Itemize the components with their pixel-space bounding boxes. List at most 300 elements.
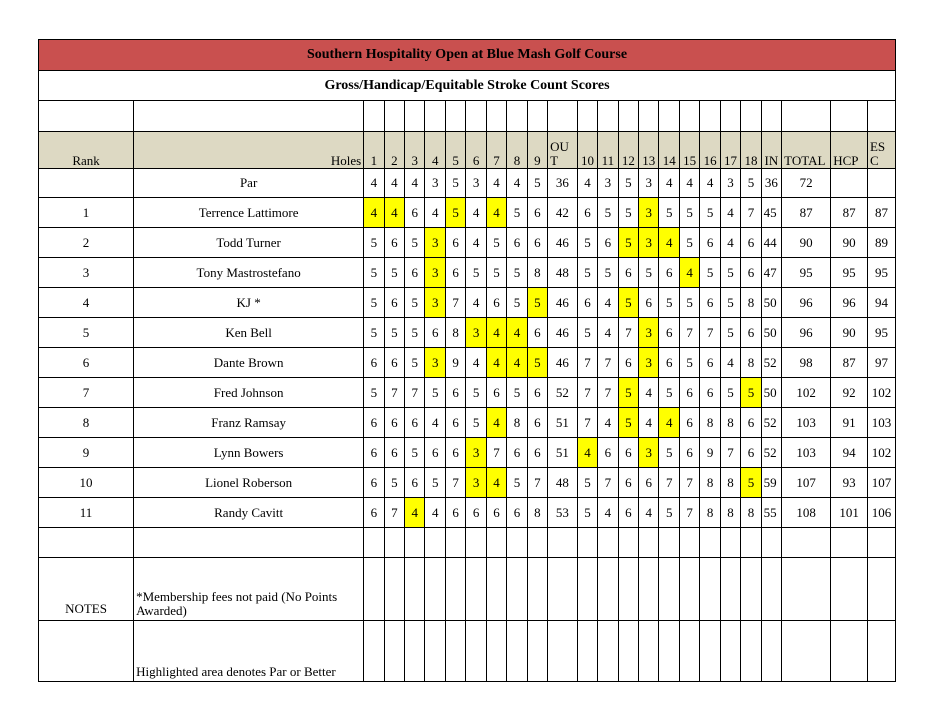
score-cell: 93 — [831, 468, 868, 498]
score-cell: 5 — [577, 228, 597, 258]
blank-cell — [679, 101, 699, 132]
blank-cell — [782, 621, 831, 682]
blank-cell — [831, 528, 868, 558]
score-cell: 50 — [761, 288, 781, 318]
score-cell: 87 — [831, 198, 868, 228]
score-cell: 6 — [679, 438, 699, 468]
score-cell: 6 — [700, 378, 720, 408]
score-cell: 6 — [618, 498, 638, 528]
par-value: 36 — [761, 169, 781, 198]
score-cell: 59 — [761, 468, 781, 498]
blank-cell — [679, 621, 699, 682]
score-cell: 7 — [679, 318, 699, 348]
score-cell: 5 — [639, 258, 659, 288]
blank-cell — [364, 528, 384, 558]
score-cell: 4 — [639, 408, 659, 438]
score-cell: 7 — [618, 318, 638, 348]
score-cell: 4 — [720, 348, 740, 378]
blank-cell — [466, 101, 486, 132]
blank-cell — [507, 621, 527, 682]
blank-cell — [405, 528, 425, 558]
score-cell: 5 — [425, 378, 445, 408]
blank-cell — [659, 528, 679, 558]
score-cell: 96 — [782, 318, 831, 348]
score-cell: 5 — [384, 258, 404, 288]
score-cell: 52 — [761, 348, 781, 378]
score-cell: 4 — [364, 198, 384, 228]
score-cell: 6 — [618, 348, 638, 378]
score-cell: 5 — [405, 438, 425, 468]
score-cell: 6 — [527, 378, 547, 408]
score-cell: 7 — [598, 468, 618, 498]
par-value: 3 — [720, 169, 740, 198]
par-value: 4 — [577, 169, 597, 198]
score-cell: 7 — [679, 498, 699, 528]
blank-cell — [527, 528, 547, 558]
score-cell: 7 — [384, 498, 404, 528]
score-cell: 8 — [527, 258, 547, 288]
par-value: 4 — [405, 169, 425, 198]
score-cell: 8 — [741, 288, 761, 318]
score-cell: 3 — [639, 438, 659, 468]
score-cell: 6 — [527, 318, 547, 348]
score-cell: 6 — [741, 438, 761, 468]
score-cell: 4 — [507, 318, 527, 348]
score-cell: 3 — [425, 258, 445, 288]
score-cell: 102 — [867, 438, 895, 468]
score-cell: 5 — [720, 318, 740, 348]
hole-header: 14 — [659, 132, 679, 169]
blank-cell — [384, 528, 404, 558]
blank-cell — [486, 558, 506, 621]
blank-cell — [364, 558, 384, 621]
score-cell: 8 — [527, 498, 547, 528]
score-cell: 5 — [618, 228, 638, 258]
player-rank: 8 — [39, 408, 134, 438]
score-cell: 4 — [486, 318, 506, 348]
score-cell: 87 — [782, 198, 831, 228]
player-name: Randy Cavitt — [134, 498, 364, 528]
score-cell: 4 — [486, 468, 506, 498]
blank-cell — [761, 101, 781, 132]
par-empty-cell — [39, 169, 134, 198]
score-cell: 3 — [425, 288, 445, 318]
score-cell: 5 — [527, 348, 547, 378]
par-row — [39, 169, 896, 198]
header-row — [39, 132, 896, 169]
par-value: 3 — [466, 169, 486, 198]
blank-cell — [720, 528, 740, 558]
score-cell: 92 — [831, 378, 868, 408]
score-cell: 5 — [720, 288, 740, 318]
blank-cell — [831, 621, 868, 682]
score-cell: 48 — [548, 258, 578, 288]
page-title: Southern Hospitality Open at Blue Mash Golf Course — [39, 40, 896, 71]
score-cell: 101 — [831, 498, 868, 528]
blank-cell — [598, 101, 618, 132]
score-cell: 3 — [466, 438, 486, 468]
score-cell: 95 — [782, 258, 831, 288]
score-cell: 107 — [782, 468, 831, 498]
score-cell: 8 — [741, 348, 761, 378]
player-name: Tony Mastrostefano — [134, 258, 364, 288]
blank-cell — [659, 621, 679, 682]
score-cell: 108 — [782, 498, 831, 528]
score-cell: 5 — [466, 408, 486, 438]
par-value: 72 — [782, 169, 831, 198]
score-cell: 95 — [867, 258, 895, 288]
blank-cell — [486, 528, 506, 558]
score-cell: 9 — [445, 348, 465, 378]
blank-cell — [700, 101, 720, 132]
score-cell: 90 — [831, 228, 868, 258]
par-value: 4 — [507, 169, 527, 198]
score-cell: 4 — [598, 318, 618, 348]
score-cell: 6 — [384, 288, 404, 318]
score-cell: 4 — [577, 438, 597, 468]
score-cell: 5 — [507, 288, 527, 318]
score-cell: 5 — [679, 288, 699, 318]
player-rank: 7 — [39, 378, 134, 408]
player-row — [39, 498, 896, 528]
score-cell: 6 — [466, 498, 486, 528]
score-cell: 6 — [679, 378, 699, 408]
blank-cell — [577, 528, 597, 558]
score-cell: 3 — [639, 348, 659, 378]
score-cell: 87 — [831, 348, 868, 378]
score-cell: 5 — [618, 288, 638, 318]
score-cell: 5 — [679, 198, 699, 228]
score-cell: 7 — [598, 378, 618, 408]
score-cell: 6 — [700, 348, 720, 378]
blank-cell — [598, 558, 618, 621]
blank-cell — [466, 621, 486, 682]
score-cell: 6 — [527, 198, 547, 228]
score-cell: 53 — [548, 498, 578, 528]
blank-cell — [700, 528, 720, 558]
score-cell: 6 — [425, 318, 445, 348]
blank-cell — [598, 621, 618, 682]
hole-header: 9 — [527, 132, 547, 169]
hole-header: 6 — [466, 132, 486, 169]
score-cell: 7 — [741, 198, 761, 228]
score-cell: 7 — [659, 468, 679, 498]
score-cell: 5 — [507, 468, 527, 498]
hole-header: 1 — [364, 132, 384, 169]
score-cell: 48 — [548, 468, 578, 498]
blank-cell — [761, 558, 781, 621]
score-cell: 42 — [548, 198, 578, 228]
score-cell: 7 — [445, 468, 465, 498]
blank-cell — [618, 621, 638, 682]
score-cell: 6 — [384, 228, 404, 258]
hole-header: IN — [761, 132, 781, 169]
score-cell: 6 — [384, 438, 404, 468]
par-value: 5 — [445, 169, 465, 198]
blank-cell — [425, 528, 445, 558]
score-cell: 6 — [577, 198, 597, 228]
player-row — [39, 348, 896, 378]
score-cell: 8 — [700, 468, 720, 498]
score-cell: 5 — [466, 258, 486, 288]
score-cell: 6 — [659, 258, 679, 288]
score-cell: 103 — [782, 408, 831, 438]
blank-cell — [548, 621, 578, 682]
blank-cell — [364, 101, 384, 132]
score-cell: 4 — [598, 408, 618, 438]
score-cell: 8 — [445, 318, 465, 348]
notes-row — [39, 621, 896, 682]
score-cell: 7 — [577, 408, 597, 438]
hole-header: ESC — [867, 132, 895, 169]
score-cell: 6 — [445, 438, 465, 468]
score-cell: 6 — [679, 408, 699, 438]
score-cell: 6 — [405, 408, 425, 438]
score-cell: 4 — [639, 498, 659, 528]
score-cell: 5 — [659, 288, 679, 318]
score-cell: 9 — [700, 438, 720, 468]
score-cell: 6 — [364, 498, 384, 528]
score-cell: 5 — [507, 198, 527, 228]
score-cell: 5 — [364, 318, 384, 348]
player-row — [39, 288, 896, 318]
blank-cell — [486, 101, 506, 132]
score-cell: 6 — [405, 198, 425, 228]
score-cell: 3 — [639, 228, 659, 258]
score-cell: 102 — [867, 378, 895, 408]
blank-cell — [577, 621, 597, 682]
score-cell: 6 — [741, 228, 761, 258]
blank-cell — [867, 558, 895, 621]
score-cell: 5 — [598, 198, 618, 228]
score-cell: 5 — [507, 378, 527, 408]
score-cell: 5 — [598, 258, 618, 288]
score-cell: 6 — [405, 258, 425, 288]
blank-cell — [782, 528, 831, 558]
par-value: 4 — [659, 169, 679, 198]
score-cell: 7 — [577, 378, 597, 408]
score-cell: 4 — [466, 228, 486, 258]
player-row — [39, 228, 896, 258]
score-cell: 46 — [548, 228, 578, 258]
score-cell: 4 — [679, 258, 699, 288]
score-cell: 46 — [548, 318, 578, 348]
score-cell: 50 — [761, 378, 781, 408]
score-cell: 47 — [761, 258, 781, 288]
par-value: 5 — [741, 169, 761, 198]
blank-cell — [384, 621, 404, 682]
hole-header: 3 — [405, 132, 425, 169]
score-cell: 6 — [507, 438, 527, 468]
hole-header: 4 — [425, 132, 445, 169]
score-cell: 50 — [761, 318, 781, 348]
player-row — [39, 378, 896, 408]
score-cell: 6 — [527, 408, 547, 438]
blank-cell — [659, 101, 679, 132]
score-cell: 3 — [639, 198, 659, 228]
score-cell: 6 — [364, 438, 384, 468]
blank-cell — [639, 528, 659, 558]
score-cell: 8 — [720, 408, 740, 438]
score-cell: 5 — [425, 468, 445, 498]
score-cell: 5 — [659, 198, 679, 228]
blank-cell — [867, 621, 895, 682]
score-cell: 6 — [364, 348, 384, 378]
score-cell: 7 — [679, 468, 699, 498]
player-rank: 10 — [39, 468, 134, 498]
score-cell: 7 — [700, 318, 720, 348]
score-cell: 6 — [445, 228, 465, 258]
score-cell: 5 — [679, 228, 699, 258]
player-row — [39, 318, 896, 348]
blank-cell — [384, 558, 404, 621]
par-value: 3 — [639, 169, 659, 198]
hole-header: 15 — [679, 132, 699, 169]
score-cell: 5 — [405, 288, 425, 318]
blank-cell — [384, 101, 404, 132]
blank-cell — [831, 101, 868, 132]
notes-label: NOTES — [39, 558, 134, 621]
score-cell: 5 — [527, 288, 547, 318]
par-value: 4 — [486, 169, 506, 198]
score-cell: 5 — [618, 198, 638, 228]
membership-note: *Membership fees not paid (No Points Awarded) — [134, 558, 364, 621]
par-value: 5 — [618, 169, 638, 198]
hole-header: 8 — [507, 132, 527, 169]
blank-cell — [761, 528, 781, 558]
player-name: Dante Brown — [134, 348, 364, 378]
blank-cell — [445, 528, 465, 558]
blank-cell — [486, 621, 506, 682]
score-cell: 90 — [782, 228, 831, 258]
score-cell: 6 — [527, 438, 547, 468]
hole-header: OUT — [548, 132, 578, 169]
blank-cell — [618, 101, 638, 132]
score-cell: 4 — [384, 198, 404, 228]
score-cell: 5 — [577, 318, 597, 348]
score-cell: 46 — [548, 288, 578, 318]
score-cell: 5 — [577, 468, 597, 498]
player-row — [39, 198, 896, 228]
score-cell: 6 — [425, 438, 445, 468]
score-cell: 6 — [384, 408, 404, 438]
spacer-row — [39, 528, 896, 558]
par-value: 4 — [364, 169, 384, 198]
hole-header: TOTAL — [782, 132, 831, 169]
score-cell: 7 — [527, 468, 547, 498]
blank-cell — [741, 558, 761, 621]
score-cell: 5 — [720, 378, 740, 408]
score-cell: 6 — [700, 228, 720, 258]
player-rank: 4 — [39, 288, 134, 318]
score-cell: 4 — [486, 348, 506, 378]
score-cell: 6 — [507, 498, 527, 528]
score-cell: 94 — [867, 288, 895, 318]
blank-cell — [741, 621, 761, 682]
blank-cell — [782, 101, 831, 132]
score-cell: 6 — [659, 348, 679, 378]
blank-cell — [507, 528, 527, 558]
score-cell: 5 — [466, 378, 486, 408]
hole-header: 13 — [639, 132, 659, 169]
player-name: Franz Ramsay — [134, 408, 364, 438]
score-cell: 7 — [384, 378, 404, 408]
score-cell: 3 — [425, 348, 445, 378]
hole-header: 18 — [741, 132, 761, 169]
blank-cell — [527, 558, 547, 621]
score-cell: 8 — [507, 408, 527, 438]
blank-cell — [39, 101, 134, 132]
player-name: Todd Turner — [134, 228, 364, 258]
blank-cell — [405, 621, 425, 682]
score-cell: 6 — [405, 468, 425, 498]
score-cell: 4 — [466, 348, 486, 378]
blank-cell — [507, 558, 527, 621]
blank-cell — [527, 101, 547, 132]
player-name: Ken Bell — [134, 318, 364, 348]
par-value: 4 — [679, 169, 699, 198]
player-name: Terrence Lattimore — [134, 198, 364, 228]
score-cell: 8 — [720, 468, 740, 498]
score-cell: 5 — [720, 258, 740, 288]
score-cell: 6 — [618, 258, 638, 288]
score-cell: 5 — [486, 258, 506, 288]
score-cell: 7 — [577, 348, 597, 378]
score-cell: 95 — [831, 258, 868, 288]
score-cell: 6 — [445, 498, 465, 528]
player-rank: 9 — [39, 438, 134, 468]
score-cell: 90 — [831, 318, 868, 348]
blank-cell — [679, 558, 699, 621]
blank-cell — [445, 101, 465, 132]
score-cell: 4 — [405, 498, 425, 528]
score-cell: 5 — [577, 258, 597, 288]
par-value: 36 — [548, 169, 578, 198]
blank-cell — [720, 101, 740, 132]
player-row — [39, 408, 896, 438]
score-cell: 5 — [405, 348, 425, 378]
score-cell: 6 — [527, 228, 547, 258]
blank-cell — [134, 101, 364, 132]
score-cell: 6 — [741, 258, 761, 288]
score-cell: 5 — [741, 468, 761, 498]
score-cell: 8 — [720, 498, 740, 528]
score-cell: 4 — [639, 378, 659, 408]
score-cell: 46 — [548, 348, 578, 378]
score-cell: 52 — [548, 378, 578, 408]
player-name: Lionel Roberson — [134, 468, 364, 498]
spacer-row — [39, 101, 896, 132]
score-cell: 5 — [364, 258, 384, 288]
score-cell: 4 — [466, 198, 486, 228]
par-empty-cell — [831, 169, 868, 198]
blank-cell — [598, 528, 618, 558]
player-name: Lynn Bowers — [134, 438, 364, 468]
player-row — [39, 438, 896, 468]
score-cell: 6 — [486, 378, 506, 408]
scorecard-sheet — [38, 39, 896, 682]
score-cell: 5 — [700, 258, 720, 288]
score-cell: 3 — [639, 318, 659, 348]
blank-cell — [720, 558, 740, 621]
score-cell: 8 — [741, 498, 761, 528]
blank-cell — [527, 621, 547, 682]
score-cell: 4 — [598, 288, 618, 318]
score-cell: 5 — [384, 318, 404, 348]
blank-cell — [618, 528, 638, 558]
blank-cell — [466, 558, 486, 621]
score-cell: 89 — [867, 228, 895, 258]
